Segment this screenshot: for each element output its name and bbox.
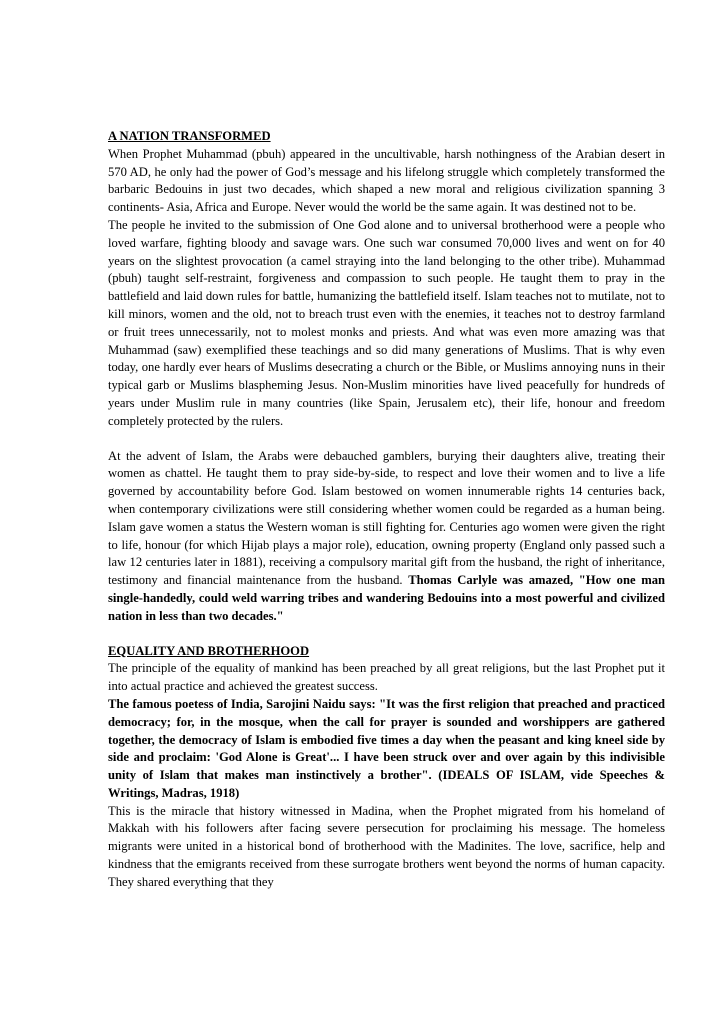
paragraph-equality-principle: The principle of the equality of mankind has been preached by all great religions, but the last Prophet put it into actual practice and achieved the greatest success. [108,661,665,694]
paragraph-people-invited: The people he invited to the submission of One God alone and to universal brotherhood were a people who loved warfare, fighting bloody and savage wars. One such war consumed 70,000 lives and went on for 40 years on the slightest provocation (a camel straying into the land belonging to the other tribe). Muhammad (pbuh) taught self-restraint, forgiveness and compassion to such people. He taught them to pray in the battlefield and laid down rules for battle, humanizing the battlefield itself. Islam teaches not to mutilate, not to kill minors, women and the old, not to breach trust even with the enemies, it teaches not to destroy farmland or fruit trees unnecessarily, not to molest monks and priests. And what was even more amazing was that Muhammad (saw) exemplified these teachings and so did many generations of Muslims. That is why even today, one hardly ever hears of Muslims desecrating a church or the Bible, or Muslims annoying nuns in their typical garb or Muslims blaspheming Jesus. Non-Muslim minorities have lived peacefully for hundreds of years under Muslim rule in many countries (like Spain, Jerusalem etc), their life, honour and freedom completely protected by the rulers. [108,217,665,428]
section-heading-equality-brotherhood: EQUALITY AND BROTHERHOOD [108,643,310,658]
naidu-quote: The famous poetess of India, Sarojini Naidu says: "It was the first religion that preached and practiced democracy; for, in the mosque, when the call for prayer is sounded and worshippers are gathered together, the democracy of Islam is embodied five times a day when the peasant and king kneel side by side and proclaim: 'God Alone is Great'... I have been struck over and over again by this indivisible unity of Islam that makes man instinctively a brother". (IDEALS OF ISLAM, vide Speeches & Writings, Madras, 1918) [108,696,665,800]
advent-text: At the advent of Islam, the Arabs were debauched gamblers, burying their daughters alive, treating their women as chattel. He taught them to pray side-by-side, to respect and love their women and to live a life governed by accountability before God. Islam bestowed on women innumerable rights 14 centuries back, when contemporary civilizations were still considering whether women could be regarded as a human being. Islam gave women a status the Western woman is still fighting for. Centuries ago women were given the right to life, honour (for which Hijab plays a major role), education, owning property (England only passed such a law 12 centuries later in 1881), receiving a compulsory marital gift from the husband, the right of inheritance, testimony and financial maintenance from the husband. [108,448,665,588]
paragraph-gap [108,431,665,448]
paragraph-prophet-appearance: When Prophet Muhammad (pbuh) appeared in the uncultivable, harsh nothingness of the Arabian desert in 570 AD, he only had the power of God’s message and his lifelong struggle which completely transformed the barbaric Bedouins in just two decades, which shaped a new moral and religious civilization spanning 3 continents- Asia, Africa and Europe. Never would the world be the same again. It was destined not to be. [108,146,665,215]
section-heading-nation-transformed: A NATION TRANSFORMED [108,129,271,143]
paragraph-advent-of-islam [108,448,665,626]
carlyle-quote: Thomas Carlyle was amazed, "How one man single-handedly, could weld warring tribes and wandering Bedouins into a most powerful and civilized nation in less than two decades." [108,573,665,623]
paragraph-madina-miracle: This is the miracle that history witnessed in Madina, when the Prophet migrated from his homeland of Makkah with his followers after facing severe persecution for proclaiming his message. The homeless migrants were united in a historical bond of brotherhood with the Madinites. The love, sacrifice, help and kindness that the emigrants received from these surrogate brothers went beyond the norms of human capacity. They shared everything that they [108,803,665,889]
document-page [108,128,665,892]
paragraph-gap [108,626,665,643]
